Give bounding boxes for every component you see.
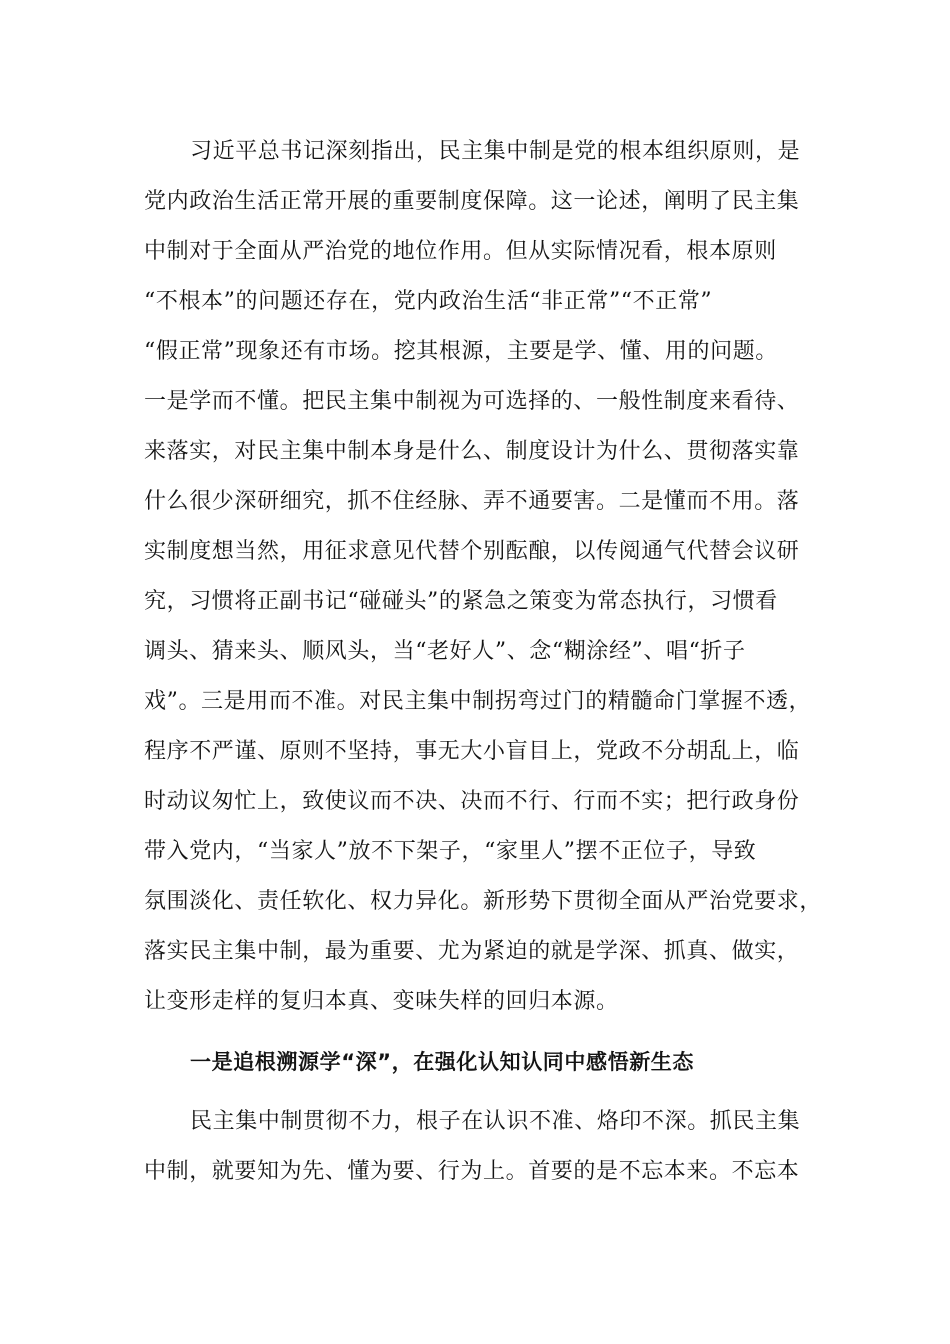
body-paragraph — [144, 1097, 804, 1197]
paragraph-line: 调头、猜来头、顺风头，当“老好人”、念“糊涂经”、唱“折子 — [144, 639, 746, 664]
section-heading — [144, 1037, 804, 1087]
paragraph-line: 中制对于全面从严治党的地位作用。但从实际情况看，根本原则 — [144, 239, 777, 264]
paragraph-line: 习近平总书记深刻指出，民主集中制是党的根本组织原则，是 — [190, 139, 801, 164]
paragraph-line: “不根本”的问题还存在，党内政治生活“非正常”“不正常” — [144, 289, 713, 314]
paragraph-line: 落实民主集中制，最为重要、尤为紧迫的就是学深、抓真、做实， — [144, 939, 800, 964]
paragraph-line: 中制，就要知为先、懂为要、行为上。首要的是不忘本来。不忘本 — [144, 1159, 800, 1184]
section-heading-text: 一是追根溯源学“深”，在强化认知认同中感悟新生态 — [190, 1050, 695, 1074]
paragraph-line: 带入党内，“当家人”放不下架子，“家里人”摆不正位子，导致 — [144, 839, 757, 864]
paragraph-line: 民主集中制贯彻不力，根子在认识不准、烙印不深。抓民主集 — [190, 1109, 801, 1134]
paragraph-line: 氛围淡化、责任软化、权力异化。新形势下贯彻全面从严治党要求， — [144, 889, 823, 914]
paragraph-line: 让变形走样的复归本真、变味失样的回归本源。 — [144, 989, 619, 1014]
paragraph-line: 党内政治生活正常开展的重要制度保障。这一论述，阐明了民主集 — [144, 189, 800, 214]
paragraph-line: 一是学而不懂。把民主集中制视为可选择的、一般性制度来看待、 — [144, 389, 800, 414]
paragraph-line: 戏”。三是用而不准。对民主集中制拐弯过门的精髓命门掌握不透， — [144, 689, 812, 714]
paragraph-line: 时动议匆忙上，致使议而不决、决而不行、行而不实；把行政身份 — [144, 789, 800, 814]
paragraph-line: 究，习惯将正副书记“碰碰头”的紧急之策变为常态执行，习惯看 — [144, 589, 778, 614]
body-paragraph — [144, 127, 823, 1027]
paragraph-line: 来落实，对民主集中制本身是什么、制度设计为什么、贯彻落实靠 — [144, 439, 800, 464]
paragraph-line: 什么很少深研细究，抓不住经脉、弄不通要害。二是懂而不用。落 — [144, 489, 800, 514]
paragraph-line: 程序不严谨、原则不坚持，事无大小盲目上，党政不分胡乱上，临 — [144, 739, 800, 764]
paragraph-line: 实制度想当然，用征求意见代替个别酝酿，以传阅通气代替会议研 — [144, 539, 800, 564]
paragraph-line: “假正常”现象还有市场。挖其根源，主要是学、懂、用的问题。 — [144, 339, 778, 364]
